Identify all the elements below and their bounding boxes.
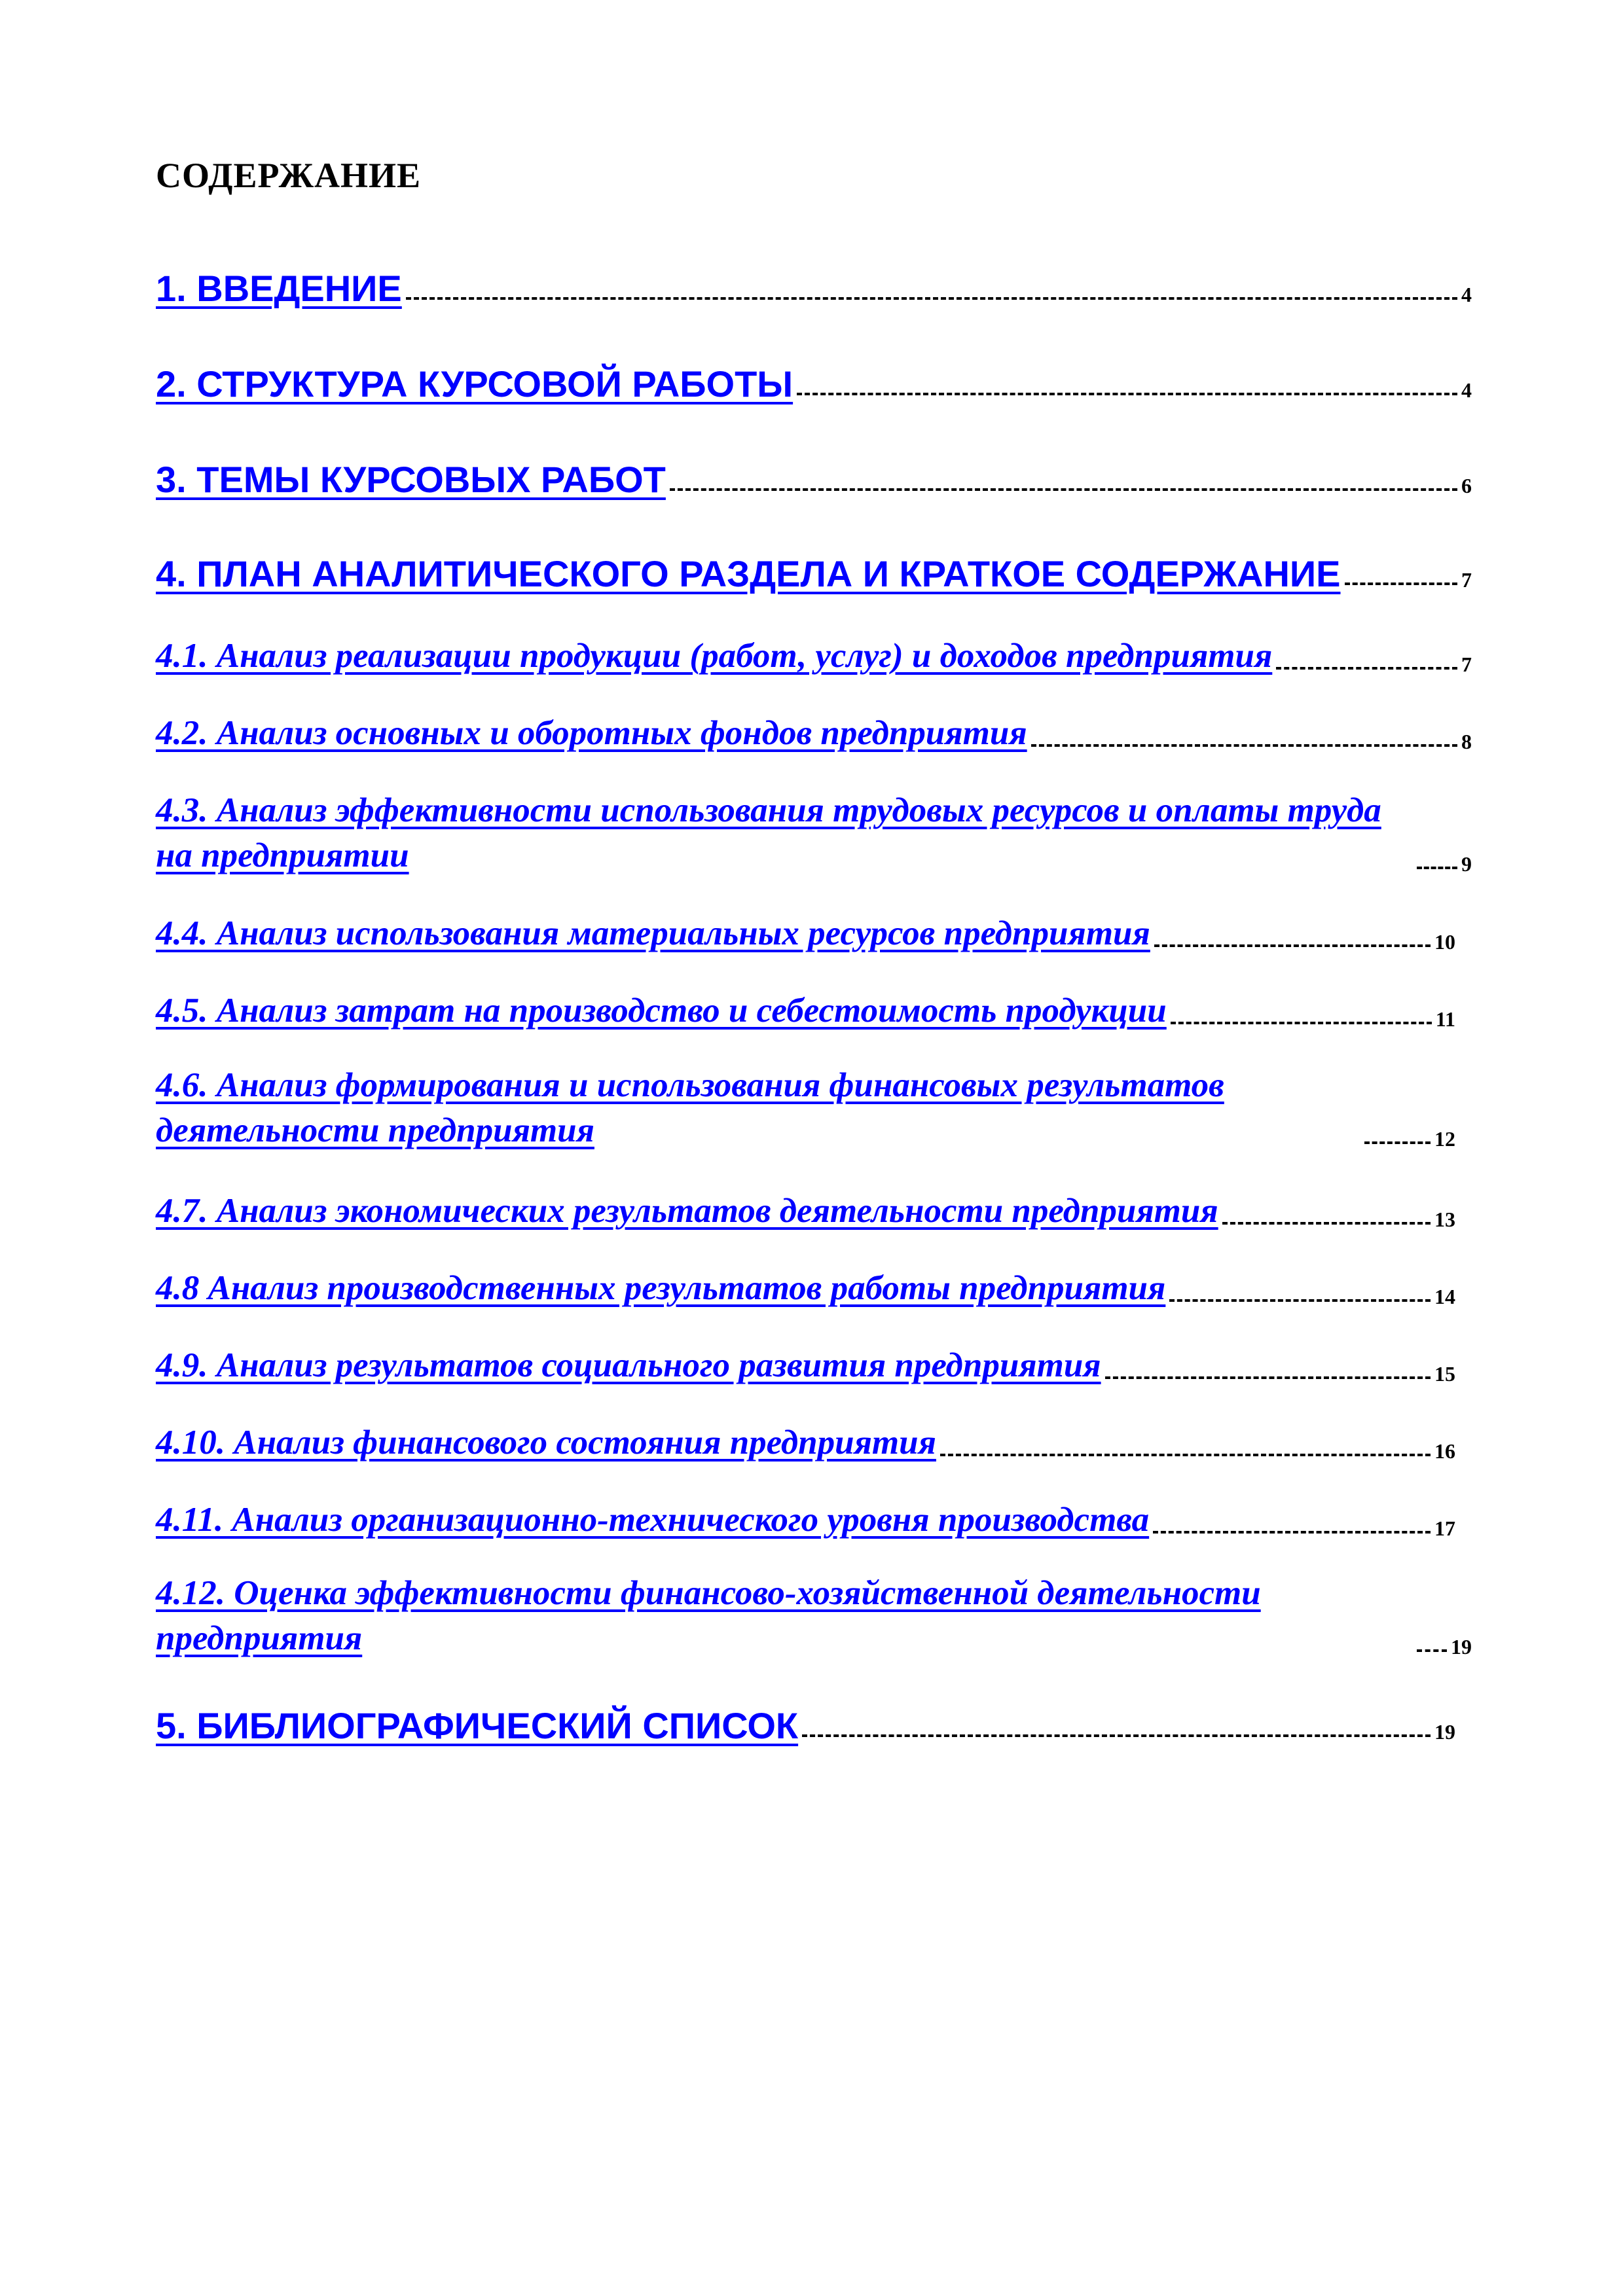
toc-entry bbox=[156, 788, 1472, 878]
toc-link-analytical-plan[interactable]: 4. ПЛАН АНАЛИТИЧЕСКОГО РАЗДЕЛА И КРАТКОЕ СОДЕРЖАНИЕ bbox=[156, 553, 1341, 594]
toc-leader bbox=[1154, 944, 1431, 947]
toc-page-number: 4 bbox=[1461, 378, 1472, 402]
toc-link-4-8[interactable]: 4.8 Анализ производственных результатов работы предприятия bbox=[156, 1269, 1166, 1307]
toc-link-introduction[interactable]: 1. ВВЕДЕНИЕ bbox=[156, 268, 402, 309]
toc-page-number: 11 bbox=[1435, 1007, 1455, 1031]
toc-link-4-12[interactable]: 4.12. Оценка эффективности финансово-хозяйственной деятельности предприятия bbox=[156, 1574, 1261, 1657]
toc-leader bbox=[1153, 1531, 1431, 1534]
toc-link-structure[interactable]: 2. СТРУКТУРА КУРСОВОЙ РАБОТЫ bbox=[156, 363, 793, 404]
toc-link-4-7[interactable]: 4.7. Анализ экономических результатов деятельности предприятия bbox=[156, 1192, 1218, 1230]
toc-entry bbox=[156, 711, 1472, 756]
toc-entry bbox=[156, 459, 1472, 500]
toc-page-number: 8 bbox=[1461, 729, 1472, 753]
toc-leader bbox=[670, 488, 1457, 491]
toc-link-4-10[interactable]: 4.10. Анализ финансового состояния предприятия bbox=[156, 1424, 936, 1462]
toc-leader bbox=[1345, 583, 1458, 585]
toc-link-4-3[interactable]: 4.3. Анализ эффективности использования трудовых ресурсов и оплаты труда на предприятии bbox=[156, 791, 1381, 874]
toc-page-number: 15 bbox=[1434, 1361, 1455, 1386]
toc-link-4-5[interactable]: 4.5. Анализ затрат на производство и себестоимость продукции bbox=[156, 992, 1167, 1030]
toc-entry bbox=[156, 1420, 1455, 1465]
toc-entry bbox=[156, 1571, 1472, 1661]
toc-page-number: 19 bbox=[1451, 1634, 1472, 1659]
toc-leader bbox=[1222, 1222, 1431, 1225]
toc-page-number: 17 bbox=[1434, 1516, 1455, 1540]
toc-link-topics[interactable]: 3. ТЕМЫ КУРСОВЫХ РАБОТ bbox=[156, 459, 666, 500]
toc-link-4-9[interactable]: 4.9. Анализ результатов социального развития предприятия bbox=[156, 1346, 1101, 1384]
toc-link-4-6[interactable]: 4.6. Анализ формирования и использования финансовых результатов деятельности предприятия bbox=[156, 1066, 1224, 1149]
toc-entry bbox=[156, 911, 1455, 956]
toc-entry bbox=[156, 554, 1472, 594]
toc-leader bbox=[797, 393, 1457, 395]
toc-leader bbox=[1276, 667, 1457, 670]
toc-page-number: 4 bbox=[1461, 282, 1472, 306]
toc-page-number: 12 bbox=[1434, 1126, 1455, 1151]
toc-link-4-11[interactable]: 4.11. Анализ организационно-технического уровня производства bbox=[156, 1501, 1150, 1539]
toc-page-number: 16 bbox=[1434, 1439, 1455, 1463]
toc-entry bbox=[156, 1498, 1455, 1543]
toc-leader bbox=[406, 297, 1457, 300]
toc-entry bbox=[156, 1706, 1455, 1746]
toc-entry bbox=[156, 1189, 1455, 1234]
toc-entry bbox=[156, 268, 1472, 309]
toc-page-number: 10 bbox=[1434, 929, 1455, 954]
toc-page-number: 9 bbox=[1461, 852, 1472, 876]
toc-leader bbox=[802, 1734, 1431, 1737]
toc-leader bbox=[1417, 1649, 1447, 1652]
toc-link-4-2[interactable]: 4.2. Анализ основных и оборотных фондов предприятия bbox=[156, 714, 1027, 752]
toc-page-number: 7 bbox=[1461, 652, 1472, 676]
toc-leader bbox=[1171, 1022, 1432, 1024]
toc-entry bbox=[156, 988, 1455, 1033]
toc-entry bbox=[156, 1343, 1455, 1388]
toc-page-number: 13 bbox=[1434, 1207, 1455, 1231]
toc-leader bbox=[1169, 1299, 1431, 1302]
toc-link-4-1[interactable]: 4.1. Анализ реализации продукции (работ, услуг) и доходов предприятия bbox=[156, 637, 1273, 675]
toc-page-number: 7 bbox=[1461, 567, 1472, 592]
toc-leader bbox=[1364, 1141, 1431, 1144]
toc-heading: СОДЕРЖАНИЕ bbox=[156, 156, 421, 195]
toc-page-number: 19 bbox=[1434, 1719, 1455, 1744]
toc-entry bbox=[156, 364, 1472, 404]
toc-page-number: 6 bbox=[1461, 473, 1472, 497]
toc-link-4-4[interactable]: 4.4. Анализ использования материальных ресурсов предприятия bbox=[156, 914, 1150, 952]
toc-leader bbox=[940, 1454, 1431, 1456]
toc-leader bbox=[1417, 867, 1457, 869]
toc-leader bbox=[1031, 744, 1457, 747]
toc-entry bbox=[156, 1063, 1455, 1153]
toc-entry bbox=[156, 634, 1472, 679]
toc-leader bbox=[1105, 1376, 1431, 1379]
toc-entry bbox=[156, 1266, 1455, 1311]
toc-link-bibliography[interactable]: 5. БИБЛИОГРАФИЧЕСКИЙ СПИСОК bbox=[156, 1705, 799, 1746]
toc-page-number: 14 bbox=[1434, 1284, 1455, 1308]
